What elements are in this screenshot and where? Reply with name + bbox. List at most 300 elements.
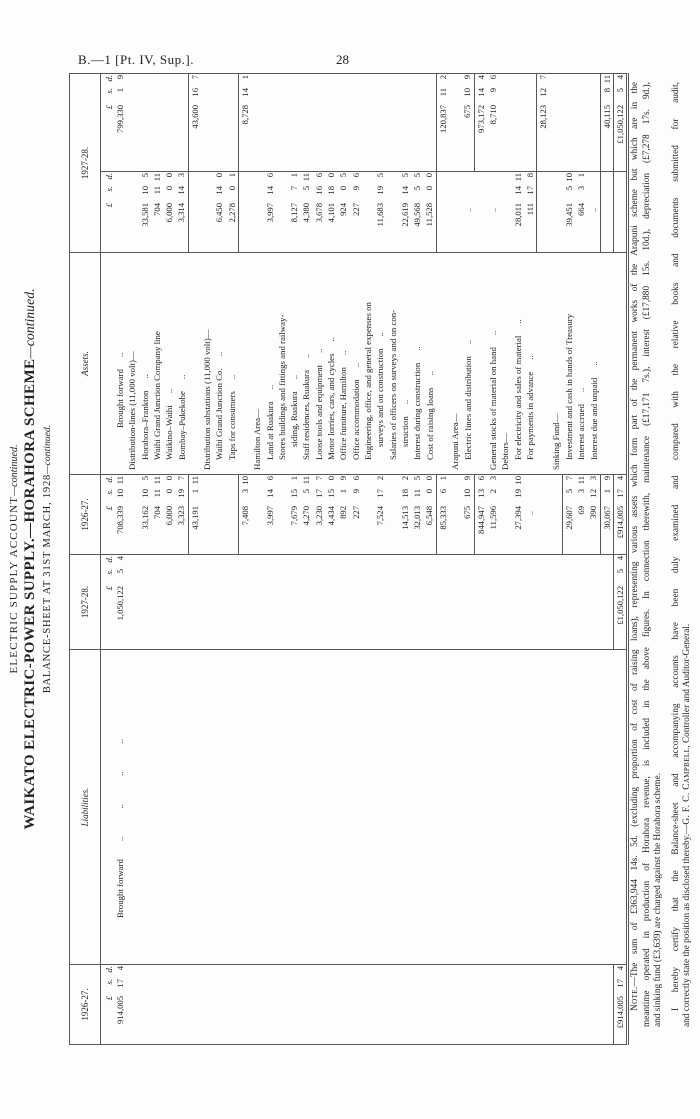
amount-cell — [399, 74, 411, 172]
amount-cell — [562, 555, 575, 650]
amount-cell — [264, 74, 276, 172]
table-row — [575, 74, 587, 1045]
amount-cell — [350, 555, 362, 650]
item-label-cell: Motor lorries, cars, and cycles.. — [325, 253, 337, 475]
amount-cell: 6,54800 — [423, 475, 436, 555]
amount-cell: .. — [461, 172, 474, 253]
table-row — [537, 74, 550, 1045]
amount-cell — [313, 965, 325, 1045]
item-label-cell — [436, 253, 449, 475]
amount-cell: 22796 — [350, 475, 362, 555]
amount-cell — [276, 555, 288, 650]
amount-cell — [126, 555, 138, 650]
table-row — [300, 74, 312, 1045]
amount-cell — [487, 965, 499, 1045]
amount-cell — [399, 555, 411, 650]
table-row — [387, 74, 399, 1045]
amount-cell — [139, 965, 151, 1045]
table-row — [549, 74, 562, 1045]
amount-cell: 3,678166 — [313, 172, 325, 253]
amount-cell — [213, 555, 225, 650]
amount-cell — [436, 965, 449, 1045]
amount-cell — [487, 555, 499, 650]
assets-prev-year-header: 1926-27. — [70, 475, 101, 555]
table-row — [524, 74, 537, 1045]
item-label-cell: Interest due and unpaid.. — [587, 253, 600, 475]
item-label-cell — [436, 650, 449, 965]
item-label-cell: Stores buildings and fittings and railway- — [276, 253, 288, 475]
table-row — [350, 74, 362, 1045]
amount-cell — [300, 555, 312, 650]
assets-header: Assets. — [70, 253, 101, 475]
amount-cell — [512, 555, 524, 650]
item-label-cell: Hamilton Area— — [251, 253, 263, 475]
table-row — [362, 74, 374, 1045]
item-label-cell: struction.. — [399, 253, 411, 475]
amount-cell: .. — [524, 475, 537, 555]
item-label-cell: Engineering, office, and general expenses on — [362, 253, 374, 475]
amount-cell: 4,101180 — [325, 172, 337, 253]
item-label-cell — [238, 253, 251, 475]
title-block — [8, 59, 53, 1059]
amount-cell — [499, 172, 511, 253]
scheme-title-continued: —continued. — [22, 288, 37, 359]
auditor-signature-title: , Controller and Auditor-General. — [682, 623, 693, 748]
amount-cell — [350, 74, 362, 172]
table-row — [600, 74, 613, 1045]
amount-cell: 3,314143 — [175, 172, 188, 253]
money-unit-header-cell: £s.d. — [101, 475, 115, 555]
table-row — [436, 74, 449, 1045]
amount-cell — [201, 475, 213, 555]
note-line-1-text: —The sum of £363,944 14s. 5d. (excluding proportion of cost of raising loans), representing various assets which form part of the permanent works of the Arapuni scheme but which are in the — [630, 82, 640, 987]
amount-cell — [201, 74, 213, 172]
certification-line-2-text: and correctly state the position as disclosed thereby.— — [682, 824, 693, 1027]
amount-cell — [549, 172, 562, 253]
amount-cell: 33,581105 — [139, 172, 151, 253]
amount-cell: 2,27801 — [226, 172, 239, 253]
amount-cell: 3,997146 — [264, 172, 276, 253]
amount-cell: 7,524172 — [374, 475, 386, 555]
amount-cell: 43,191111 — [188, 475, 201, 555]
item-label-cell — [325, 650, 337, 965]
amount-cell — [163, 555, 175, 650]
amount-cell — [449, 172, 461, 253]
note-line-3: and sinking fund (£3,639) are charged against the Horahora scheme. — [653, 772, 664, 1027]
amount-cell: 8,71096 — [487, 74, 499, 172]
amount-cell — [201, 172, 213, 253]
item-label-cell — [449, 650, 461, 965]
account-title — [8, 59, 20, 1059]
item-label-cell — [575, 650, 587, 965]
amount-cell: .. — [487, 172, 499, 253]
amount-cell — [251, 172, 263, 253]
report-reference: B.—1 [Pt. IV, Sup.]. — [78, 52, 194, 67]
amount-cell — [600, 172, 613, 253]
amount-cell — [449, 475, 461, 555]
amount-cell: 49,56855 — [411, 172, 423, 253]
amount-cell — [474, 965, 487, 1045]
table-row — [499, 74, 511, 1045]
item-label-cell: surveys and on construction.. — [374, 253, 386, 475]
item-label-cell: Taps for consumers.. — [226, 253, 239, 475]
amount-cell: 69311 — [575, 475, 587, 555]
amount-cell — [512, 74, 524, 172]
amount-cell — [613, 172, 627, 253]
amount-cell — [575, 555, 587, 650]
table-row — [411, 74, 423, 1045]
amount-cell: 32,013115 — [411, 475, 423, 555]
amount-cell — [313, 555, 325, 650]
table-row — [175, 74, 188, 1045]
amount-cell — [411, 555, 423, 650]
amount-cell — [449, 965, 461, 1045]
amount-cell — [213, 74, 225, 172]
item-label-cell: Waikino–Waihi.. — [163, 253, 175, 475]
amount-cell — [362, 555, 374, 650]
amount-cell — [139, 555, 151, 650]
amount-cell — [524, 965, 537, 1045]
table-row — [325, 74, 337, 1045]
scheme-title-text: WAIKATO ELECTRIC-POWER SUPPLY.—HORAHORA SCHEME — [22, 358, 38, 830]
amount-cell — [575, 74, 587, 172]
item-label-cell — [188, 253, 201, 475]
amount-cell: 6,450140 — [213, 172, 225, 253]
item-label-cell — [213, 650, 225, 965]
amount-cell: 708,3391011 — [114, 475, 126, 555]
item-label-cell: Interest accrued.. — [575, 253, 587, 475]
amount-cell: 39,451510 — [562, 172, 575, 253]
amount-cell: 11,683195 — [374, 172, 386, 253]
amount-cell — [562, 74, 575, 172]
table-row — [264, 74, 276, 1045]
amount-cell — [151, 555, 163, 650]
item-label-cell: Bombay–Pukekohe.. — [175, 253, 188, 475]
amount-cell: 7041111 — [151, 475, 163, 555]
amount-cell: 22,619145 — [399, 172, 411, 253]
amount-cell: £914,005174 — [613, 475, 627, 555]
account-title-text: ELECTRIC SUPPLY ACCOUNT — [8, 495, 20, 674]
amount-cell — [387, 475, 399, 555]
amount-cell — [449, 74, 461, 172]
amount-cell — [325, 965, 337, 1045]
item-label-cell — [313, 650, 325, 965]
amount-cell — [411, 965, 423, 1045]
amount-cell — [276, 172, 288, 253]
amount-cell — [362, 965, 374, 1045]
amount-cell: 8,728141 — [238, 74, 251, 172]
amount-cell — [251, 475, 263, 555]
item-label-cell — [587, 650, 600, 965]
amount-cell — [276, 965, 288, 1045]
item-label-cell — [600, 253, 613, 475]
table-row — [337, 74, 349, 1045]
amount-cell — [238, 965, 251, 1045]
item-label-cell — [613, 650, 627, 965]
amount-cell: 675109 — [461, 74, 474, 172]
table-row — [562, 74, 575, 1045]
amount-cell: 120,837112 — [436, 74, 449, 172]
item-label-cell — [175, 650, 188, 965]
item-label-cell: siding, Ruakura.. — [288, 253, 300, 475]
amount-cell — [151, 965, 163, 1045]
amount-cell — [423, 555, 436, 650]
item-label-cell — [139, 650, 151, 965]
amount-cell — [387, 74, 399, 172]
amount-cell — [549, 74, 562, 172]
table-row — [512, 74, 524, 1045]
item-label-cell — [423, 650, 436, 965]
amount-cell — [549, 475, 562, 555]
scheme-title — [22, 59, 39, 1059]
amount-cell — [362, 172, 374, 253]
note-line-2: meantime operated in production of Horahora revenue, is included in the above figures. In connection therewith, maintenance (£17,171 7s.), interest (£17,880 15s. 10d.), depreciation (£7,278 17s. 9d.), — [641, 82, 652, 1027]
item-label-cell — [600, 650, 613, 965]
amount-cell: 30,06719 — [600, 475, 613, 555]
amount-cell: 14,513182 — [399, 475, 411, 555]
amount-cell: 22796 — [350, 172, 362, 253]
amount-cell: .. — [587, 172, 600, 253]
amount-cell — [474, 172, 487, 253]
amount-cell — [461, 965, 474, 1045]
amount-cell — [163, 74, 175, 172]
amount-cell — [300, 74, 312, 172]
amount-cell: 675109 — [461, 475, 474, 555]
item-label-cell — [399, 650, 411, 965]
amount-cell — [226, 74, 239, 172]
item-label-cell: Loose tools and equipment.. — [313, 253, 325, 475]
amount-cell — [549, 965, 562, 1045]
note-line-1 — [630, 82, 642, 1027]
item-label-cell: Land at Ruakura.. — [264, 253, 276, 475]
amount-cell — [325, 74, 337, 172]
amount-cell: 390123 — [587, 475, 600, 555]
item-label-cell: For electricity and sales of material.. — [512, 253, 524, 475]
amount-cell — [537, 475, 550, 555]
amount-cell — [537, 555, 550, 650]
amount-cell: 6,00000 — [163, 172, 175, 253]
liabilities-curr-year-header: 1927-28. — [70, 555, 101, 650]
amount-cell — [201, 965, 213, 1045]
table-row — [151, 74, 163, 1045]
certification-line-2 — [682, 82, 694, 1027]
item-label-cell: Cost of raising loans.. — [423, 253, 436, 475]
amount-cell: 92405 — [337, 172, 349, 253]
amount-cell — [587, 965, 600, 1045]
amount-cell — [238, 172, 251, 253]
empty-header-cell — [101, 253, 115, 475]
item-label-cell: Brought forward.. — [114, 253, 126, 475]
amount-cell — [325, 555, 337, 650]
amount-cell — [313, 74, 325, 172]
item-label-cell: Office accommodation.. — [350, 253, 362, 475]
table-row — [613, 74, 627, 1045]
amount-cell: 27,3941910 — [512, 475, 524, 555]
table-row — [276, 74, 288, 1045]
amount-cell: 40,115811 — [600, 74, 613, 172]
table-row — [288, 74, 300, 1045]
item-label-cell: Interest during construction.. — [411, 253, 423, 475]
table-row — [139, 74, 151, 1045]
amount-cell: £1,050,12254 — [613, 74, 627, 172]
year-header-row — [70, 74, 101, 1045]
amount-cell: 7,408310 — [238, 475, 251, 555]
money-unit-header-cell: £s.d. — [104, 966, 114, 1001]
amount-cell — [436, 555, 449, 650]
amount-cell — [499, 74, 511, 172]
item-label-cell — [474, 253, 487, 475]
amount-cell — [374, 555, 386, 650]
amount-cell — [126, 172, 138, 253]
amount-cell: 89219 — [337, 475, 349, 555]
amount-cell — [423, 965, 436, 1045]
amount-cell: 914,005174 — [115, 966, 125, 1024]
account-title-continued: —continued. — [9, 444, 20, 496]
item-label-cell — [474, 650, 487, 965]
amount-cell — [499, 555, 511, 650]
amount-cell: 3,997146 — [264, 475, 276, 555]
amount-cell: 43,600167 — [188, 74, 201, 172]
item-label-cell — [350, 650, 362, 965]
item-label-cell — [226, 650, 239, 965]
amount-cell: 6,00000 — [163, 475, 175, 555]
amount-cell: 33,162105 — [139, 475, 151, 555]
amount-cell — [188, 555, 201, 650]
amount-cell — [411, 74, 423, 172]
table-row — [238, 74, 251, 1045]
table-row — [374, 74, 386, 1045]
amount-cell — [449, 555, 461, 650]
item-label-cell — [411, 650, 423, 965]
amount-cell — [251, 74, 263, 172]
amount-cell — [362, 475, 374, 555]
item-label-cell: Distribution substations (11,000 volt)— — [201, 253, 213, 475]
amount-cell — [362, 74, 374, 172]
amount-cell: 799,33019 — [114, 74, 126, 172]
amount-cell — [399, 965, 411, 1045]
liabilities-prev-year-header: 1926-27. — [70, 965, 101, 1045]
item-label-cell — [238, 650, 251, 965]
amount-cell — [436, 172, 449, 253]
item-label-cell — [524, 650, 537, 965]
amount-cell: 7,679151 — [288, 475, 300, 555]
table-row — [226, 74, 239, 1045]
item-label-cell — [251, 650, 263, 965]
item-label-cell — [537, 650, 550, 965]
amount-cell — [337, 74, 349, 172]
item-label-cell — [337, 650, 349, 965]
amount-cell — [264, 965, 276, 1045]
amount-cell — [600, 965, 613, 1045]
amount-cell — [163, 965, 175, 1045]
item-label-cell — [264, 650, 276, 965]
amount-cell: 66431 — [575, 172, 587, 253]
table-row — [313, 74, 325, 1045]
amount-cell — [226, 555, 239, 650]
money-header-row — [101, 74, 115, 1045]
item-label-cell: Sinking Fund— — [549, 253, 562, 475]
item-label-cell — [276, 650, 288, 965]
table-row — [126, 74, 138, 1045]
amount-cell — [587, 555, 600, 650]
assets-curr-year-header: 1927-28. — [70, 74, 101, 253]
amount-cell: 4,380511 — [300, 172, 312, 253]
item-label-cell — [201, 650, 213, 965]
amount-cell — [524, 74, 537, 172]
amount-cell — [374, 965, 386, 1045]
certification-line-1: I hereby certify that the Balance-sheet and accompanying accounts have been duly examined and compared with the relative books and documents submitted for audit, — [670, 82, 681, 1011]
item-label-cell — [288, 650, 300, 965]
amount-cell: 8,12771 — [288, 172, 300, 253]
amount-cell: 973,172144 — [474, 74, 487, 172]
amount-cell — [188, 965, 201, 1045]
page-number: 28 — [336, 52, 349, 67]
amount-cell — [264, 555, 276, 650]
amount-cell — [288, 555, 300, 650]
amount-cell — [300, 965, 312, 1045]
note-label: Note. — [630, 986, 640, 1011]
item-label-cell: Electric lines and distribution.. — [461, 253, 474, 475]
item-label-cell: Horahora–Frankton.. — [139, 253, 151, 475]
amount-cell — [201, 555, 213, 650]
amount-cell: 111178 — [524, 172, 537, 253]
table-row — [213, 74, 225, 1045]
amount-cell — [175, 74, 188, 172]
amount-cell — [387, 555, 399, 650]
amount-cell — [276, 74, 288, 172]
amount-cell — [524, 555, 537, 650]
amount-cell: 3,323197 — [175, 475, 188, 555]
item-label-cell: Office furniture, Hamilton.. — [337, 253, 349, 475]
table-row — [487, 74, 499, 1045]
amount-cell — [537, 965, 550, 1045]
amount-cell — [251, 555, 263, 650]
liabilities-header: Liabilities. — [70, 650, 101, 965]
amount-cell: 29,60757 — [562, 475, 575, 555]
table-header — [70, 74, 115, 1045]
amount-cell — [562, 965, 575, 1045]
amount-cell — [575, 965, 587, 1045]
amount-cell — [175, 555, 188, 650]
amount-cell — [288, 965, 300, 1045]
item-label-cell: General stocks of material on hand.. — [487, 253, 499, 475]
table-row — [201, 74, 213, 1045]
amount-cell — [499, 475, 511, 555]
amount-cell — [474, 555, 487, 650]
empty-header-cell — [101, 650, 115, 965]
table-row — [114, 74, 126, 1045]
amount-cell: £1,050,12254 — [613, 555, 627, 650]
table-row — [474, 74, 487, 1045]
amount-cell — [600, 555, 613, 650]
table-row — [449, 74, 461, 1045]
auditor-signature: G. F. C. Campbell — [682, 747, 693, 825]
table-row — [251, 74, 263, 1045]
amount-cell: 844,947136 — [474, 475, 487, 555]
amount-cell — [350, 965, 362, 1045]
item-label-cell: Brought forward.. .. .. .. — [114, 650, 126, 965]
amount-cell — [213, 965, 225, 1045]
amount-cell — [238, 555, 251, 650]
item-label-cell — [512, 650, 524, 965]
balance-table-body — [114, 74, 628, 1045]
amount-cell: 4,434150 — [325, 475, 337, 555]
item-label-cell — [126, 650, 138, 965]
table-row — [399, 74, 411, 1045]
item-label-cell — [300, 650, 312, 965]
item-label-cell — [387, 650, 399, 965]
amount-cell — [175, 965, 188, 1045]
